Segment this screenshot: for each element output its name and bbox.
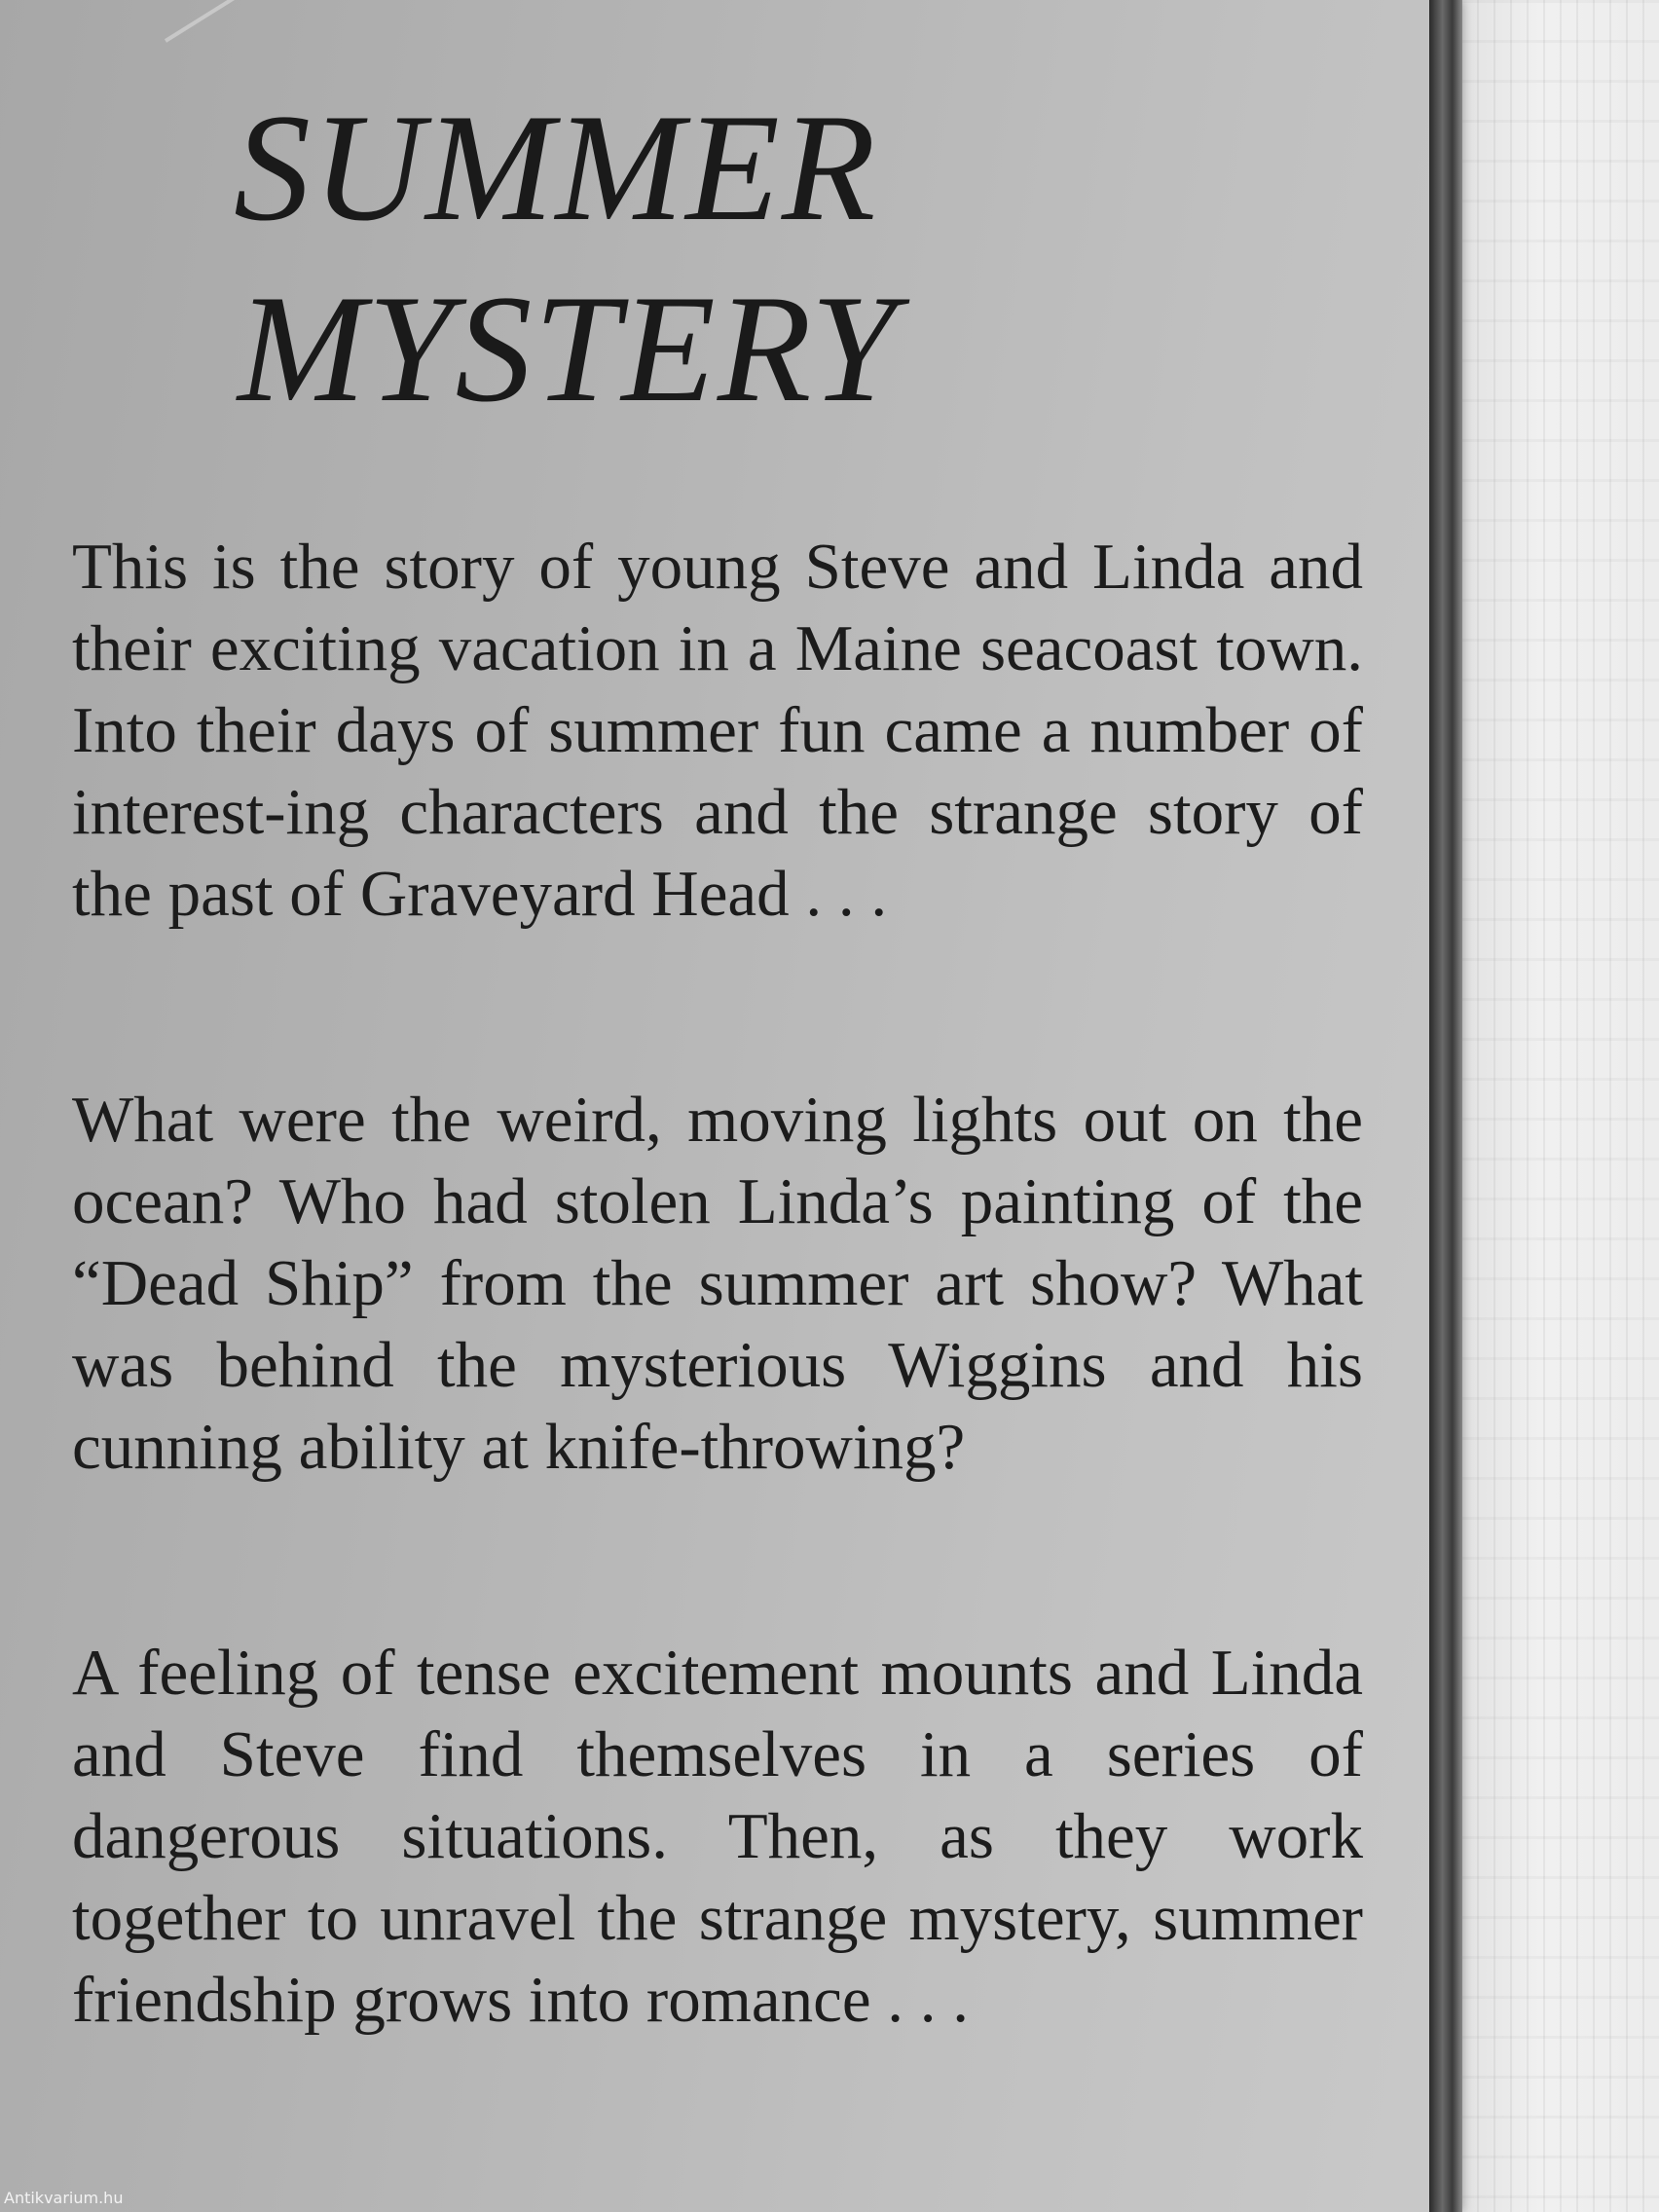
table-surface bbox=[1460, 0, 1659, 2212]
blurb-paragraph-3: A feeling of tense excitement mounts and Linda and Steve find themselves in a series of dangerous situations. Then, as they work together to unravel the strange mystery, summer friendship grows into romance . . . bbox=[72, 1637, 1363, 2036]
blurb-paragraph-2: What were the weird, moving lights out on the ocean? Who had stolen Linda’s painting of the “Dead Ship” from the summer art show? What was behind the mysterious Wiggins and his cunning ability at knife-throwing? bbox=[72, 1084, 1363, 1483]
title-line-2: MYSTERY bbox=[238, 264, 899, 434]
watermark-text: Antikvarium.hu bbox=[4, 2189, 124, 2207]
cover-crease bbox=[165, 0, 373, 43]
cover-spine-edge bbox=[1429, 0, 1462, 2212]
title-line-1: SUMMER bbox=[234, 83, 878, 253]
blurb-paragraph-1: This is the story of young Steve and Linda and their exciting vacation in a Maine seacoast town. Into their days of summer fun came a number of interest-ing characters and the strange story of the past of Graveyard Head . . . bbox=[72, 531, 1363, 930]
book-title bbox=[234, 78, 1168, 440]
